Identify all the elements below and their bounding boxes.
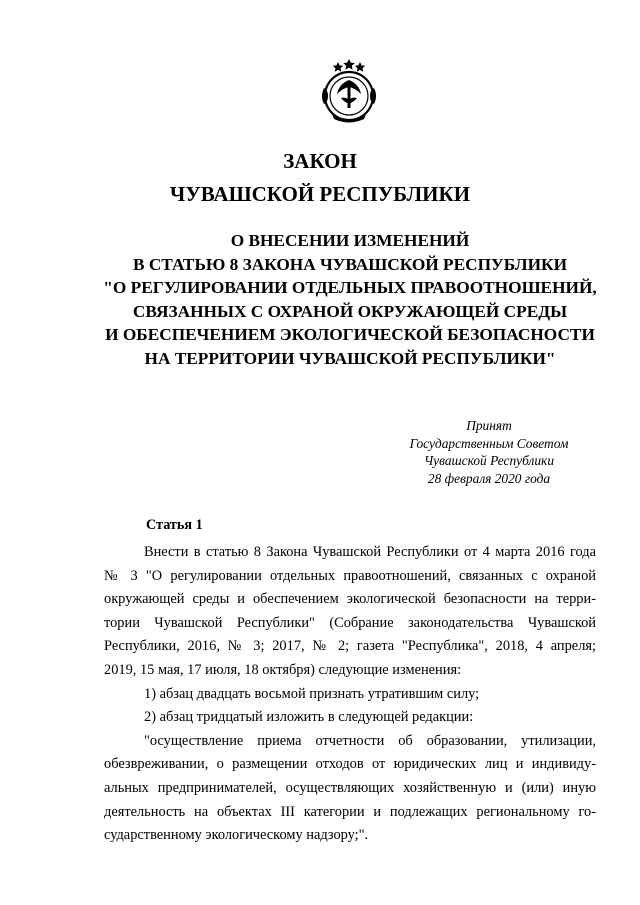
subject-line: "О РЕГУЛИРОВАНИИ ОТДЕЛЬНЫХ ПРАВООТНОШЕНИЙ,	[103, 278, 597, 298]
article-body	[104, 541, 596, 848]
adoption-line: Принят	[466, 418, 512, 433]
adoption-line: Чувашской Республики	[423, 453, 555, 469]
subject-line: И ОБЕСПЕЧЕНИЕМ ЭКОЛОГИЧЕСКОЙ БЕЗОПАСНОСТИ	[105, 325, 595, 345]
subject-line: НА ТЕРРИТОРИИ ЧУВАШСКОЙ РЕСПУБЛИКИ"	[144, 348, 556, 368]
law-title: ЗАКОН	[283, 149, 357, 173]
amendment-item: 2) абзац тридцатый изложить в следующей редакции:	[144, 709, 474, 726]
article-line: окружающей среды и обеспечением экологической безопасности на терри-	[104, 591, 596, 608]
coat-of-arms-emblem	[318, 58, 380, 124]
article-line: "осуществление приема отчетности об образовании, утилизации,	[144, 732, 596, 749]
article-line: Внести в статью 8 Закона Чувашской Республики от 4 марта 2016 года	[144, 544, 596, 560]
article-line: Республики, 2016, № 3; 2017, № 2; газета "Республика", 2018, 4 апреля;	[104, 638, 596, 655]
subject-line: СВЯЗАННЫХ С ОХРАНОЙ ОКРУЖАЮЩЕЙ СРЕДЫ	[132, 301, 568, 321]
article-line: 2019, 15 мая, 17 июля, 18 октября) следующие изменения:	[104, 661, 462, 678]
adoption-note	[380, 417, 598, 488]
article-line: обезвреживании, о размещении отходов от юридических лиц и индивиду-	[104, 756, 596, 773]
law-subject	[80, 229, 620, 371]
article-heading: Статья 1	[146, 517, 203, 533]
amendment-item: 1) абзац двадцать восьмой признать утратившим силу;	[144, 685, 480, 702]
adoption-line: Государственным Советом	[409, 435, 569, 451]
article-line: альных предпринимателей, осуществляющих хозяйственную и (или) иную	[104, 779, 596, 796]
adoption-date: 28 февраля 2020 года	[427, 471, 551, 487]
article-line: сударственному экологическому надзору;".	[104, 827, 369, 844]
subject-line: В СТАТЬЮ 8 ЗАКОНА ЧУВАШСКОЙ РЕСПУБЛИКИ	[132, 254, 568, 274]
republic-title: ЧУВАШСКОЙ РЕСПУБЛИКИ	[169, 182, 471, 206]
subject-line: О ВНЕСЕНИИ ИЗМЕНЕНИЙ	[230, 231, 470, 250]
article-line: деятельность на объектах III категории и подлежащих региональному го-	[104, 803, 596, 820]
article-line: № 3 "О регулировании отдельных правоотношений, связанных с охраной	[104, 567, 596, 584]
article-line: тории Чувашской Республики" (Собрание законодательства Чувашской	[104, 614, 596, 631]
